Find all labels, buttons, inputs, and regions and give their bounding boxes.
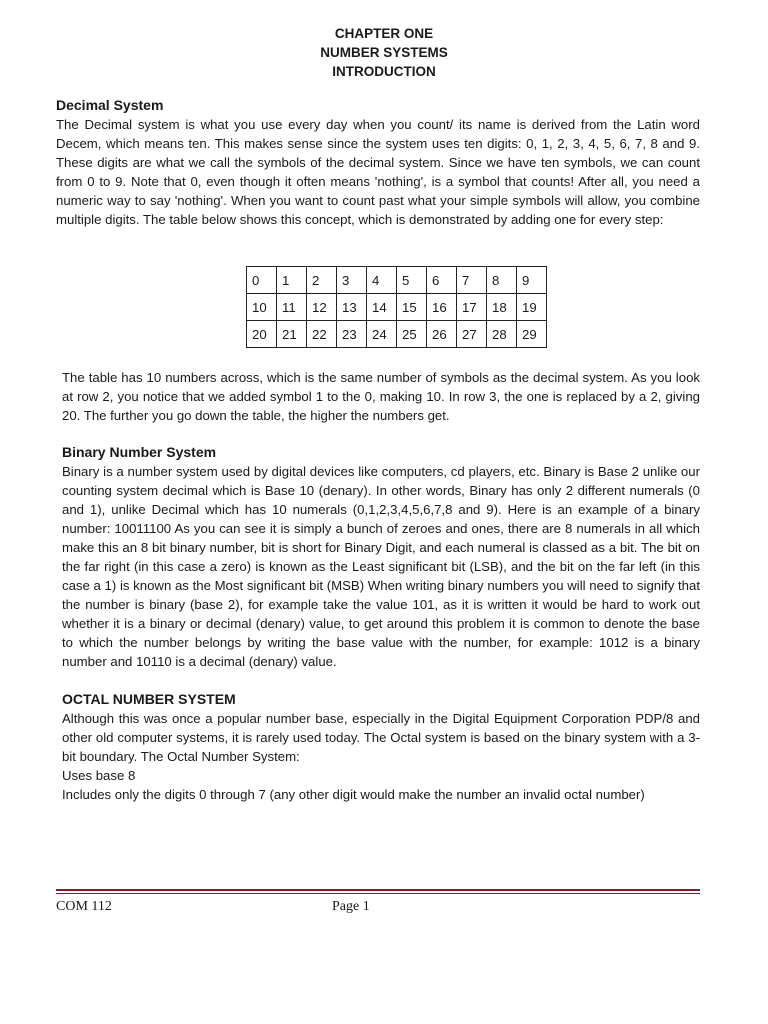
- footer-rule: [56, 889, 700, 891]
- table-cell: 18: [487, 294, 517, 321]
- table-cell: 24: [367, 321, 397, 348]
- decimal-after-paragraph: The table has 10 numbers across, which is the same number of symbols as the decimal system. As you look at row 2, you notice that we added symbol 1 to the 0, making 10. In row 3, the one is replaced by a 2, giving 20. The further you go down the table, the higher the numbers get.: [62, 370, 700, 423]
- table-cell: 19: [517, 294, 547, 321]
- footer-course: COM 112: [56, 899, 112, 914]
- table-cell: 22: [307, 321, 337, 348]
- table-cell: 10: [247, 294, 277, 321]
- table-row: [247, 294, 547, 321]
- table-cell: 11: [277, 294, 307, 321]
- decimal-paragraph: The Decimal system is what you use every day when you count/ its name is derived from the Latin word Decem, which means ten. This makes sense since the system uses ten digits: 0, 1, 2, 3, 4, 5, 6, 7, 8 and 9. These digits are what we call the symbols of the decimal system. Since we have ten symbols, we can count from 0 to 9. Note that 0, even though it often means 'nothing', is a symbol that counts! After all, you need a numeric way to say 'nothing'. When you want to count past what your simple symbols will allow, you combine multiple digits. The table below shows this concept, which is demonstrated by adding one for every step:: [56, 117, 700, 227]
- table-cell: 12: [307, 294, 337, 321]
- table-cell: 1: [277, 267, 307, 294]
- table-cell: 25: [397, 321, 427, 348]
- table-cell: 17: [457, 294, 487, 321]
- binary-heading: Binary Number System: [62, 444, 217, 460]
- table-cell: 13: [337, 294, 367, 321]
- table-cell: 8: [487, 267, 517, 294]
- table-cell: 3: [337, 267, 367, 294]
- table-row: [247, 321, 547, 348]
- table-cell: 7: [457, 267, 487, 294]
- table-cell: 28: [487, 321, 517, 348]
- table-cell: 26: [427, 321, 457, 348]
- decimal-explanation: [62, 368, 700, 425]
- decimal-table: [246, 266, 547, 348]
- octal-heading: OCTAL NUMBER SYSTEM: [62, 691, 236, 707]
- table-cell: 27: [457, 321, 487, 348]
- chapter-header: [0, 24, 768, 81]
- table-cell: 16: [427, 294, 457, 321]
- table-cell: 15: [397, 294, 427, 321]
- table-cell: 5: [397, 267, 427, 294]
- table-row: [247, 267, 547, 294]
- table-cell: 2: [307, 267, 337, 294]
- footer-page-number: Page 1: [332, 899, 370, 914]
- table-cell: 23: [337, 321, 367, 348]
- table-cell: 9: [517, 267, 547, 294]
- table-cell: 6: [427, 267, 457, 294]
- table-cell: 29: [517, 321, 547, 348]
- table-cell: 14: [367, 294, 397, 321]
- binary-section: [62, 443, 700, 671]
- octal-paragraph: Although this was once a popular number base, especially in the Digital Equipment Corporation PDP/8 and other old computer systems, it is rarely used today. The Octal system is based on the binary system with a 3-bit boundary. The Octal Number System:: [62, 711, 700, 764]
- binary-paragraph: Binary is a number system used by digital devices like computers, cd players, etc. Binary is Base 2 unlike our counting system decimal which is Base 10 (denary). In other words, Binary has only 2 different numerals (0 and 1), unlike Decimal which has 10 numerals (0,1,2,3,4,5,6,7,8 and 9). Here is an example of a binary number: 10011100 As you can see it is simply a bunch of zeroes and ones, there are 8 numerals in all which make this an 8 bit binary number, bit is short for Binary Digit, and each numeral is classed as a bit. The bit on the far right (in this case a zero) is known as the Least significant bit (LSB), and the bit on the far left (in this case a 1) is known as the Most significant bit (MSB) When writing binary numbers you will need to signify that the number is binary (base 2), for example take the value 101, as it is written it would be hard to work out whether it is a binary or decimal (denary) value, to get around this problem it is common to denote the base to which the number belongs by writing the base value with the number, for example: 1012 is a binary number and 10110 is a decimal (denary) value.: [62, 464, 700, 669]
- decimal-section: [56, 96, 700, 229]
- octal-line-digits: Includes only the digits 0 through 7 (any other digit would make the number an invalid octal number): [62, 787, 645, 802]
- decimal-heading: Decimal System: [56, 97, 164, 113]
- footer-rule-thin: [56, 893, 700, 894]
- chapter-label: CHAPTER ONE: [334, 26, 434, 41]
- table-cell: 20: [247, 321, 277, 348]
- table-cell: 21: [277, 321, 307, 348]
- chapter-subtitle: INTRODUCTION: [332, 64, 436, 79]
- chapter-title: NUMBER SYSTEMS: [320, 45, 448, 60]
- octal-line-base: Uses base 8: [62, 768, 136, 783]
- table-cell: 0: [247, 267, 277, 294]
- octal-section: [62, 690, 700, 804]
- table-cell: 4: [367, 267, 397, 294]
